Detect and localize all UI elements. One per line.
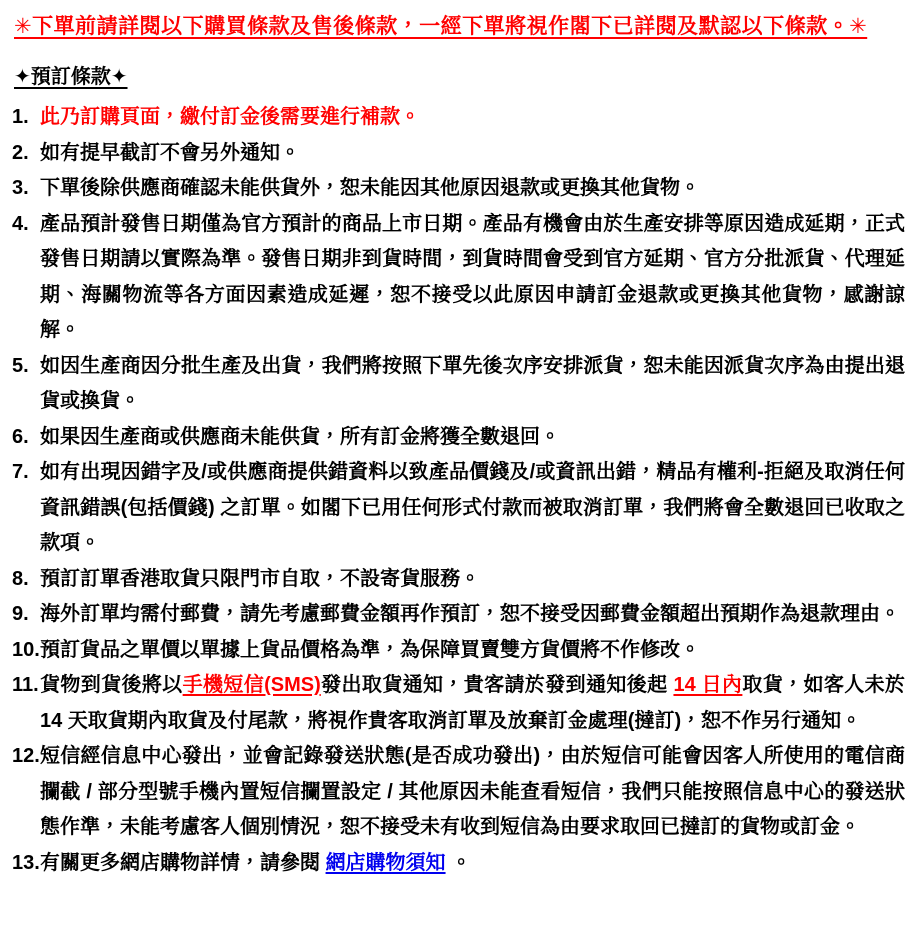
term-item-8 [12,562,905,598]
section-title-preorder-terms: ✦預訂條款✦ [14,66,128,88]
term-text-segment: 如因生產商因分批生產及出貨，我們將按照下單先後次序安排派貨，恕未能因派貨次序為由提出退貨或換貨。 [40,354,905,412]
term-text-segment: 海外訂單均需付郵費，請先考慮郵費金額再作預訂，恕不接受因郵費金額超出預期作為退款理由。 [40,603,900,625]
term-text-segment: 發出取貨通知，貴客請於發到通知後起 [320,674,674,696]
term-text [40,739,905,846]
term-number: 3. [12,177,29,199]
term-text [40,136,905,172]
term-text-segment: 取貨，如客人未於 14 天取貨期內取貨及付尾款，將視作貴客取消訂單及放棄訂金處理(撻訂)，恕不作另行通知。 [40,674,906,732]
term-item-9 [12,597,905,633]
term-text [40,597,905,633]
term-number: 11. [12,674,39,696]
term-text [40,633,905,669]
term-item-11 [12,668,905,739]
term-text-segment: 貨物到貨後將以 [40,674,183,696]
term-text-segment: 預訂貨品之單價以單據上貨品價格為準，為保障買賣雙方貨價將不作修改。 [40,638,700,661]
term-text-segment: 下單後除供應商確認未能供貨外，恕未能因其他原因退款或更換其他貨物。 [40,177,700,199]
pickup-deadline-highlight: 14 日內 [673,674,743,696]
term-item-4 [12,207,905,349]
term-number: 13. [12,851,40,874]
term-item-1 [12,100,905,136]
term-text [40,171,905,207]
term-text [40,562,905,598]
term-text-segment: 此乃訂購頁面，繳付訂金後需要進行補款。 [40,106,420,128]
term-text-segment: 短信經信息中心發出，並會記錄發送狀態(是否成功發出)，由於短信可能會因客人所使用的電信商攔截 / 部分型號手機內置短信攔置設定 / 其他原因未能查看短信，我們只能按照信息中心的發送狀態作準，未能考慮客人個別情況，恕不接受未有收到短信為由要求取回已撻訂的貨物或訂金。 [40,745,905,838]
term-text-segment: 有關更多網店購物詳情，請參閱 [40,851,326,874]
term-number: 7. [12,461,29,483]
term-text-segment: 如有提早截訂不會另外通知。 [40,141,300,164]
sms-notice-highlight: 手機短信(SMS) [182,674,321,696]
term-text [40,420,905,456]
term-item-5 [12,349,905,420]
term-number: 9. [12,603,29,625]
term-number: 10. [12,638,40,661]
terms-list [12,100,905,881]
term-text [40,668,905,739]
term-text-segment: 如有出現因錯字及/或供應商提供錯資料以致產品價錢及/或資訊出錯，精品有權利-拒絕及取消任何資訊錯誤(包括價錢) 之訂單。如閣下已用任何形式付款而被取消訂單，我們將會全數退回已收取之款項。 [40,461,905,554]
term-number: 6. [12,425,29,448]
term-number: 1. [12,106,29,128]
term-number: 4. [12,212,29,235]
term-item-12 [12,739,905,846]
store-shopping-guide-link[interactable]: 網店購物須知 [325,851,446,874]
term-text [40,846,905,882]
term-number: 8. [12,567,29,590]
term-item-10 [12,633,905,669]
term-number: 2. [12,141,29,164]
term-text-segment: 產品預計發售日期僅為官方預計的商品上市日期。產品有機會由於生產安排等原因造成延期，正式發售日期請以實際為準。發售日期非到貨時間，到貨時間會受到官方延期、官方分批派貨、代理延期、海關物流等各方面因素造成延遲，恕不接受以此原因申請訂金退款或更換其他貨物，感謝諒解。 [40,212,905,341]
term-item-6 [12,420,905,456]
term-item-3 [12,171,905,207]
terms-warning-header: ✳下單前請詳閱以下購買條款及售後條款，一經下單將視作閣下已詳閱及默認以下條款。✳ [14,15,868,38]
term-item-2 [12,136,905,172]
term-number: 5. [12,354,29,377]
term-text-segment: 如果因生產商或供應商未能供貨，所有訂金將獲全數退回。 [40,425,560,448]
term-text [40,207,905,349]
term-text-segment: 預訂訂單香港取貨只限門市自取，不設寄貨服務。 [40,567,480,590]
term-item-13 [12,846,905,882]
term-text-segment: 。 [445,851,472,874]
term-item-7 [12,455,905,562]
term-text [40,349,905,420]
term-text [40,100,905,136]
term-text [40,455,905,562]
term-number: 12. [12,745,40,767]
